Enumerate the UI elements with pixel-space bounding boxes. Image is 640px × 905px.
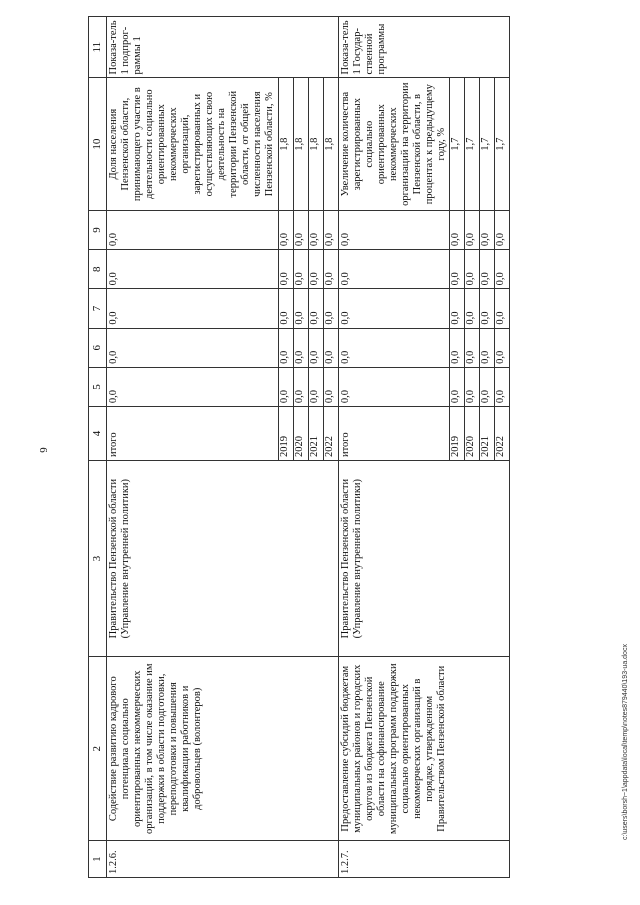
year-value: 0,0 [495, 289, 510, 328]
year-value: 0,0 [450, 289, 465, 328]
column-number-header: 11 [89, 17, 107, 78]
column-numbers-row [89, 17, 107, 878]
year-value: 0,0 [465, 367, 480, 406]
column-number-header: 2 [89, 657, 107, 841]
total-value: 0,0 [338, 328, 450, 367]
table-body [89, 17, 510, 878]
page-number: 6 [36, 447, 49, 453]
indicator-target-value: 1,7 [495, 78, 510, 210]
indicator-description: Доля населения Пензенской области, принимающего участие в деятельности социально ориентированных некоммерческих организаций, зарегистрированных и осуществляющих свою деятельность на территории Пензенской области, от общей численности населения Пензенской области, % [106, 78, 278, 210]
year-value: 0,0 [495, 210, 510, 249]
indicator-target-value: 1,7 [480, 78, 495, 210]
column-number-header: 3 [89, 461, 107, 657]
rotated-table-container [88, 16, 620, 878]
year-label: 2019 [450, 407, 465, 461]
year-value: 0,0 [323, 210, 338, 249]
year-value: 0,0 [450, 328, 465, 367]
year-value: 0,0 [480, 289, 495, 328]
measure-description: Содействие развитию кадрового потенциала социально ориентированных некоммерческих организаций, в том числе оказание им поддержки в области подготовки, переподготовки и повышения квалификации работников и добровольцев (волонтеров) [106, 657, 338, 841]
indicator-target-value: 1,8 [323, 78, 338, 210]
indicator-target-value: 1,8 [278, 78, 293, 210]
year-value: 0,0 [480, 328, 495, 367]
year-value: 0,0 [450, 210, 465, 249]
column-number-header: 8 [89, 250, 107, 289]
indicator-target-value: 1,8 [308, 78, 323, 210]
year-value: 0,0 [323, 328, 338, 367]
year-value: 0,0 [465, 250, 480, 289]
year-value: 0,0 [293, 210, 308, 249]
measure-executor: Правительство Пензенской области (Управление внутренней политики) [106, 461, 338, 657]
total-value: 0,0 [338, 210, 450, 249]
measure-number: 1.2.6. [106, 841, 338, 878]
column-number-header: 5 [89, 367, 107, 406]
year-value: 0,0 [308, 367, 323, 406]
total-value: 0,0 [106, 289, 278, 328]
total-value: 0,0 [106, 210, 278, 249]
year-value: 0,0 [480, 250, 495, 289]
year-value: 0,0 [293, 250, 308, 289]
year-label: 2021 [308, 407, 323, 461]
year-value: 0,0 [465, 328, 480, 367]
year-value: 0,0 [293, 367, 308, 406]
program-table [88, 16, 510, 878]
total-value: 0,0 [106, 367, 278, 406]
measure-description: Предоставление субсидий бюджетам муниципальных районов и городских округов из бюджета Пензенской области на софинансирование муниципальных программ поддержки социально ориентированных некоммерческих организаций в порядке, утвержденном Правительством Пензенской области [338, 657, 510, 841]
total-value: 0,0 [338, 367, 450, 406]
year-value: 0,0 [293, 289, 308, 328]
indicator-reference: Показа-тель 1 Государ-ственной программы [338, 17, 510, 78]
indicator-description: Увеличение количества зарегистрированных социально ориентированных некоммерческих организаций на территории Пензенской области, в процентах к предыдущему году, % [338, 78, 450, 210]
column-number-header: 6 [89, 328, 107, 367]
year-label: 2021 [480, 407, 495, 461]
total-value: 0,0 [106, 250, 278, 289]
measure-number: 1.2.7. [338, 841, 510, 878]
year-value: 0,0 [465, 289, 480, 328]
total-value: 0,0 [338, 250, 450, 289]
year-value: 0,0 [308, 250, 323, 289]
year-value: 0,0 [278, 328, 293, 367]
year-value: 0,0 [308, 210, 323, 249]
year-value: 0,0 [323, 289, 338, 328]
column-number-header: 7 [89, 289, 107, 328]
year-value: 0,0 [308, 289, 323, 328]
year-value: 0,0 [465, 210, 480, 249]
year-value: 0,0 [495, 328, 510, 367]
measure-executor: Правительство Пензенской области (Управление внутренней политики) [338, 461, 510, 657]
year-value: 0,0 [450, 250, 465, 289]
year-value: 0,0 [278, 210, 293, 249]
measure-row [106, 17, 278, 878]
year-value: 0,0 [480, 210, 495, 249]
year-label: 2020 [293, 407, 308, 461]
indicator-target-value: 1,8 [293, 78, 308, 210]
year-label: 2022 [323, 407, 338, 461]
column-number-header: 1 [89, 841, 107, 878]
year-value: 0,0 [450, 367, 465, 406]
column-number-header: 4 [89, 407, 107, 461]
total-value: 0,0 [338, 289, 450, 328]
measure-row [338, 17, 450, 878]
total-label: итого [106, 407, 278, 461]
total-value: 0,0 [106, 328, 278, 367]
year-value: 0,0 [308, 328, 323, 367]
year-value: 0,0 [480, 367, 495, 406]
indicator-target-value: 1,7 [450, 78, 465, 210]
indicator-reference: Показа-тель 1 подпрог-раммы 1 [106, 17, 338, 78]
year-value: 0,0 [495, 367, 510, 406]
indicator-target-value: 1,7 [465, 78, 480, 210]
total-label: итого [338, 407, 450, 461]
year-value: 0,0 [278, 367, 293, 406]
footer-file-path: c:\users\borsh~1\appdata\local\temp\notes879440\193-ua.docx [622, 644, 629, 840]
year-value: 0,0 [323, 367, 338, 406]
year-value: 0,0 [293, 328, 308, 367]
year-value: 0,0 [495, 250, 510, 289]
year-value: 0,0 [278, 250, 293, 289]
year-value: 0,0 [323, 250, 338, 289]
column-number-header: 9 [89, 210, 107, 249]
year-value: 0,0 [278, 289, 293, 328]
year-label: 2019 [278, 407, 293, 461]
column-number-header: 10 [89, 78, 107, 210]
year-label: 2022 [495, 407, 510, 461]
year-label: 2020 [465, 407, 480, 461]
